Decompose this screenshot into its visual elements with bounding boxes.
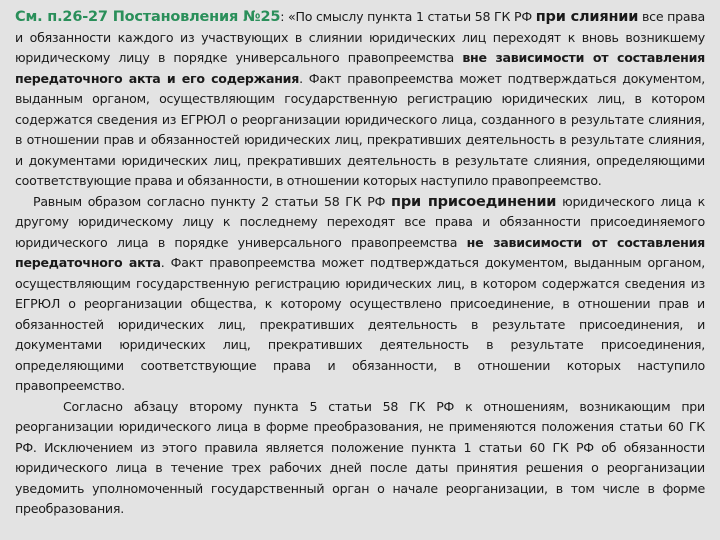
paragraph-text: все права и обязанности каждого из участвующих в слиянии юридических лиц переходят к вновь возникшему юридическому лицу в порядке универсального правопреемства	[15, 9, 705, 65]
paragraph-text: . Факт правопреемства может подтверждаться документом, выданным органом, осуществляющим государственную регистрацию юридических лиц, в котором содержатся сведения из ЕГРЮЛ о реорганизации общества, к которому осуществлено присоединение, в отношении прав и обязанностей юридических лиц, прекративших деятельность в результате присоединения, и документами юридических лиц, прекративших деятельность в результате присоединения, определяющими соответствующие права и обязанности, в отношении которых наступило правопреемство.	[15, 255, 705, 393]
paragraph-accession	[15, 192, 705, 397]
paragraph-text: Согласно абзацу второму пункта 5 статьи 58 ГК РФ к отношениям, возникающим при реорганизации юридического лица в форме преобразования, не применяются положения статьи 60 ГК РФ. Исключением из этого правила является положение пункта 1 статьи 60 ГК РФ об обязанности юридического лица в течение трех рабочих дней после даты принятия решения о реорганизации уведомить уполномоченный государственный орган о начале реорганизации, в том числе в форме преобразования.	[15, 398, 705, 516]
emphasis-accession: при присоединении	[391, 193, 557, 210]
paragraph-text: Равным образом согласно пункту 2 статьи 58 ГК РФ	[33, 193, 391, 209]
heading-reference: См. п.26-27 Постановления №25	[15, 9, 281, 25]
paragraph-merger	[15, 7, 705, 192]
emphasis-merger: при слиянии	[535, 9, 639, 25]
bold-phrase: вне зависимости от составления передаточного акта и его содержания	[15, 50, 705, 86]
paragraph-transformation	[15, 397, 705, 520]
paragraph-text: : «По смыслу пункта 1 статьи 58 ГК РФ	[280, 9, 536, 24]
paragraph-text: юридического лица к другому юридическому лицу к последнему переходят все права и обязанности присоединяемого юридического лица в порядке универсального правопреемства	[15, 193, 706, 250]
bold-phrase: не зависимости от составления передаточного акта	[15, 234, 705, 270]
paragraph-text: . Факт правопреемства может подтверждаться документом, выданным органом, осуществляющим государственную регистрацию юридических лиц, в котором содержатся сведения из ЕГРЮЛ о реорганизации юридического лица, созданного в результате слияния, в отношении прав и обязанностей юридических лиц, прекративших деятельность в результате слияния, и документами юридических лиц, прекративших деятельность в результате слияния, определяющими соответствующие права и обязанности, в отношении которых наступило правопреемство.	[15, 70, 705, 188]
